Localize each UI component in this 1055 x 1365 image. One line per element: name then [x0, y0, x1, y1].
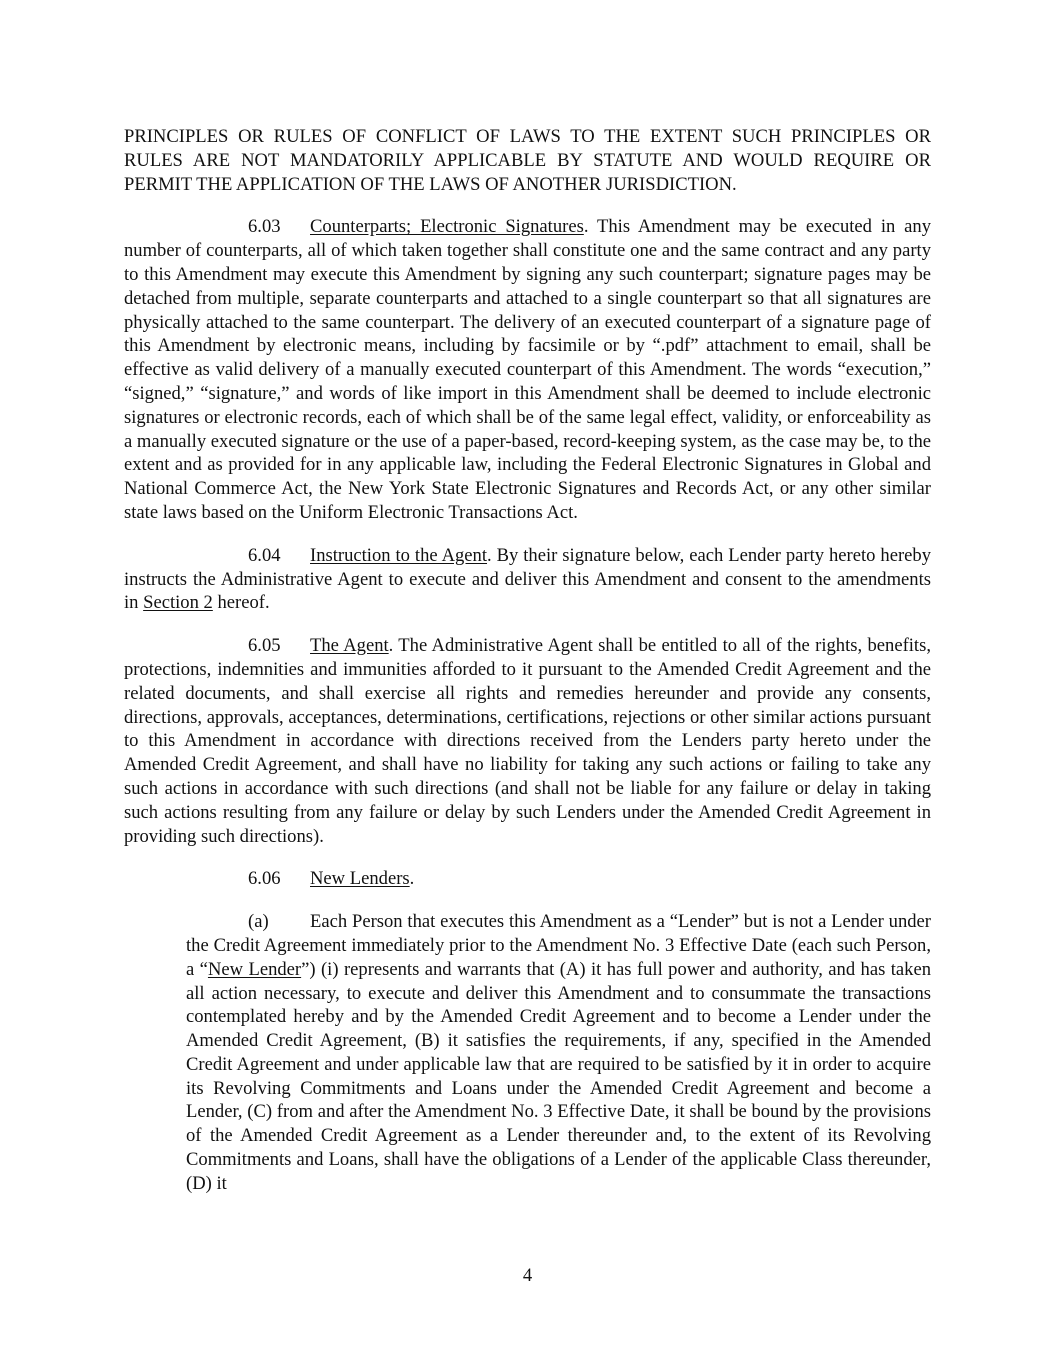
section-6-05 — [124, 634, 931, 848]
section-number: 6.03 — [248, 216, 281, 238]
section-6-03 — [124, 215, 931, 524]
subsection-label: (a) — [248, 911, 269, 933]
section-body: . By their signature below, each Lender party hereto hereby instructs the Administrative Agent to execute and deliver this Amendment and consent to the amendments in — [124, 544, 931, 614]
governing-law-text: PRINCIPLES OR RULES OF CONFLICT OF LAWS TO THE EXTENT SUCH PRINCIPLES OR RULES ARE NOT MANDATORILY APPLICABLE BY STATUTE AND WOULD REQUIRE OR PERMIT THE APPLICATION OF THE LAWS OF ANOTHER JURISDICTION. — [124, 126, 931, 195]
section-heading-period: . — [409, 868, 415, 890]
section-6-06-a — [186, 910, 931, 1196]
section-heading: Instruction to the Agent — [310, 544, 488, 566]
section-heading: Counterparts; Electronic Signatures — [310, 216, 584, 238]
section-heading: New Lenders — [310, 868, 410, 890]
document-page — [124, 125, 931, 1196]
section-body: . This Amendment may be executed in any number of counterparts, all of which taken together shall constitute one and the same contract and any party to this Amendment may execute this Amendment by signing any such counterpart; signature pages may be detached from multiple, separate counterparts and attached to a single counterpart so that all signatures are physically attached to the same counterpart. The delivery of an executed counterpart of a signature page of this Amendment by electronic means, including by facsimile or by “.pdf” attachment to email, shall be effective as valid delivery of a manually executed counterpart of this Amendment. The words “execution,” “signed,” “signature,” and words of like import in this Amendment shall be deemed to include electronic signatures or electronic records, each of which shall be of the same legal effect, validity, or enforceability as a manually executed signature or the use of a paper-based, record-keeping system, as the case may be, to the extent and as provided for in any applicable law, including the Federal Electronic Signatures in Global and National Commerce Act, the New York State Electronic Signatures and Records Act, or any other similar state laws based on the Uniform Electronic Transactions Act. — [124, 216, 931, 523]
section-body: . The Administrative Agent shall be entitled to all of the rights, benefits, protections, indemnities and immunities afforded to it pursuant to the Amended Credit Agreement and the related documents, and shall exercise all rights and remedies hereunder and provide any consents, directions, approvals, acceptances, determinations, certifications, rejections or other similar actions pursuant to this Amendment in accordance with directions received from the Lenders party hereto under the Amended Credit Agreement, and shall have no liability for taking any such actions or failing to take any such actions in accordance with such directions (and shall not be liable for any failure or delay in taking such actions resulting from any failure or delay by such Lenders under the Amended Credit Agreement in providing such directions). — [124, 635, 931, 847]
subsection-body: Each Person that executes this Amendment as a “Lender” but is not a Lender under the Credit Agreement immediately prior to the Amendment No. 3 Effective Date (each such Person, a “ — [186, 911, 931, 980]
section-6-06 — [124, 867, 931, 891]
section-6-04 — [124, 544, 931, 615]
section-number: 6.06 — [248, 868, 281, 890]
page-number: 4 — [522, 1265, 533, 1286]
governing-law-continuation — [124, 125, 931, 196]
section-number: 6.05 — [248, 635, 281, 657]
section-body-end: hereof. — [212, 592, 270, 614]
subsection-body-cont: ”) (i) represents and warrants that (A) it has full power and authority, and has taken all action necessary, to execute and deliver this Amendment and to consummate the transactions contemplated hereby and by the Amended Credit Agreement and to become a Lender under the Amended Credit Agreement, (B) it satisfies the requirements, if any, specified in the Amended Credit Agreement and under applicable law that are required to be satisfied by it in order to acquire its Revolving Commitments and Loans under the Amended Credit Agreement and become a Lender, (C) from and after the Amendment No. 3 Effective Date, it shall be bound by the provisions of the Amended Credit Agreement as a Lender thereunder and, to the extent of its Revolving Commitments and Loans, shall have the obligations of a Lender of the applicable Class thereunder, (D) it — [186, 958, 932, 1194]
section-number: 6.04 — [248, 544, 281, 566]
section-cross-reference: Section 2 — [143, 592, 213, 614]
section-heading: The Agent — [310, 635, 389, 657]
defined-term: New Lender — [207, 958, 302, 980]
